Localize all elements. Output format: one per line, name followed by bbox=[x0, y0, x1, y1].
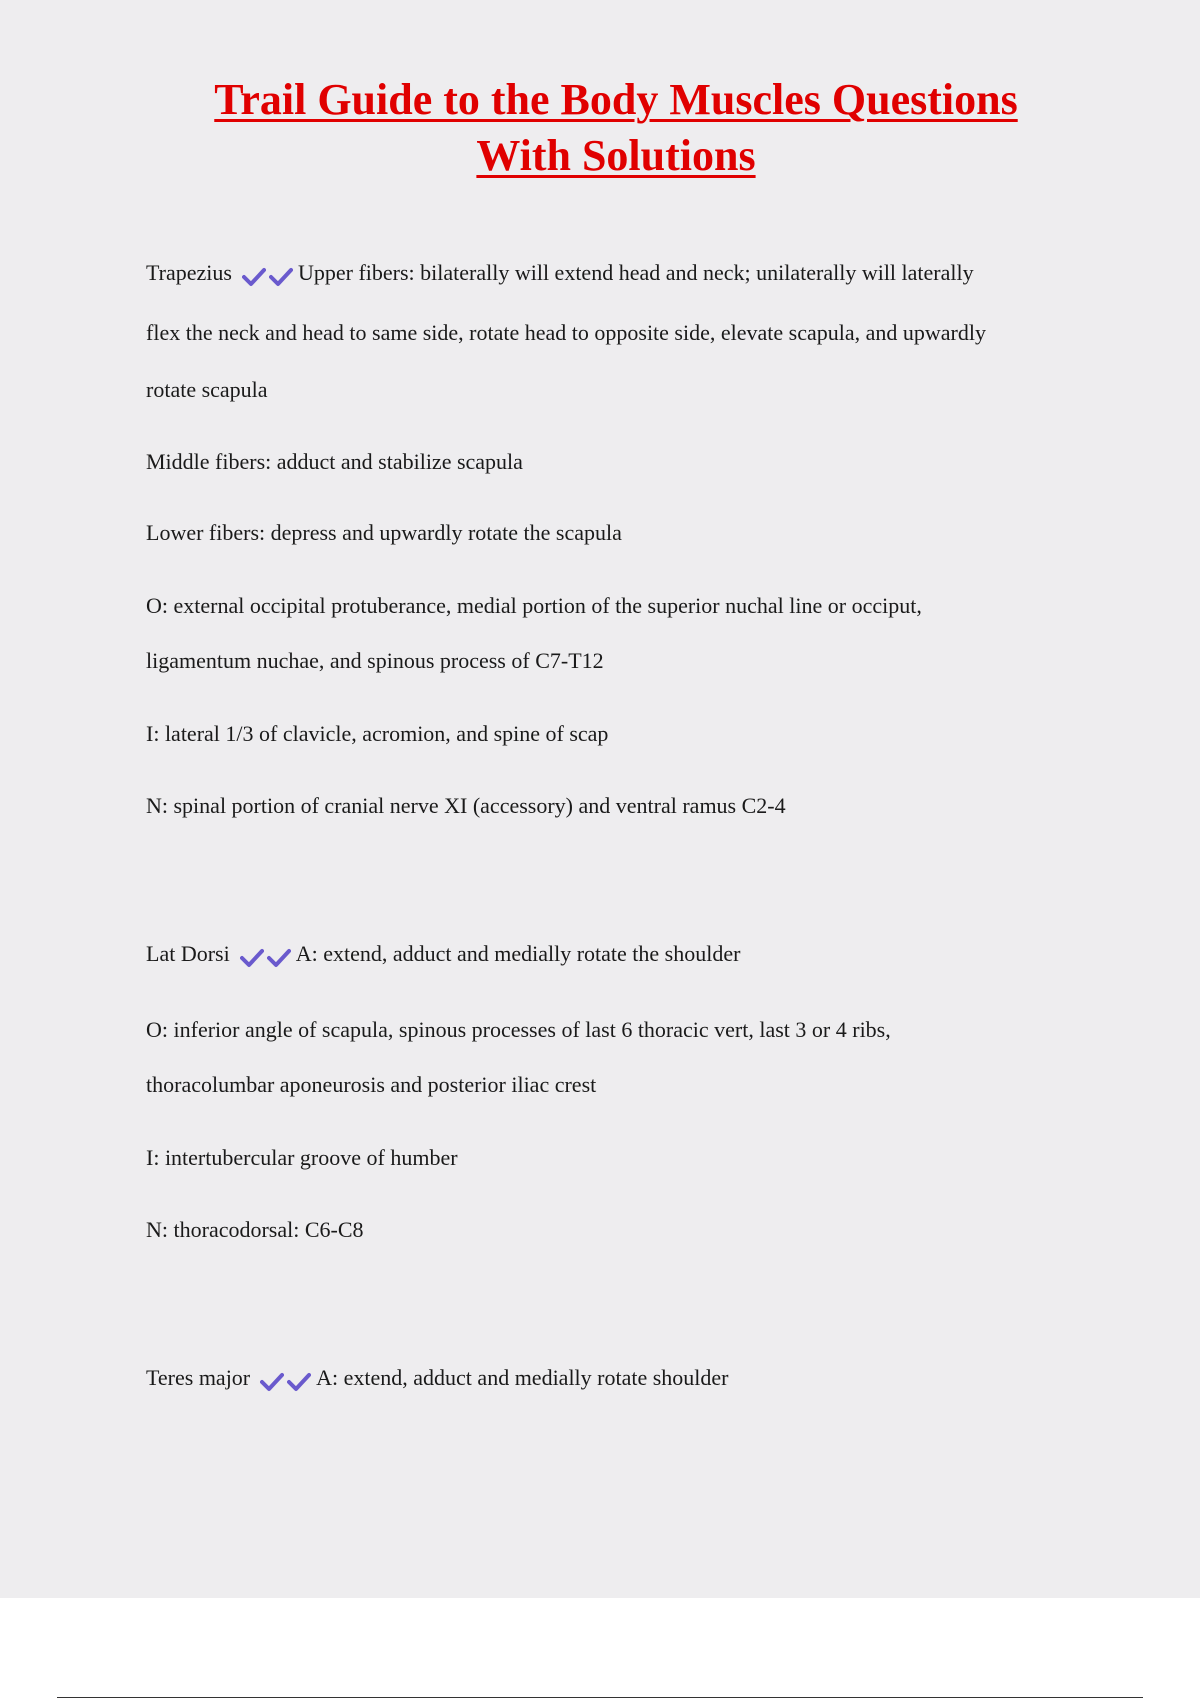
checkmark-icon bbox=[269, 267, 293, 287]
definition-text: Middle fibers: adduct and stabilize scapula bbox=[146, 449, 523, 474]
term-label: Teres major bbox=[146, 1365, 251, 1390]
title-line-2: With Solutions bbox=[476, 131, 756, 180]
entry-trapezius-first-line bbox=[146, 259, 974, 289]
checkmark-icon bbox=[242, 267, 266, 287]
definition-text: I: intertubercular groove of humber bbox=[146, 1145, 458, 1170]
answer-checkmarks bbox=[260, 1366, 314, 1394]
checkmark-icon bbox=[260, 1372, 284, 1392]
checkmark-icon bbox=[267, 948, 291, 968]
entry-teres-major-first-line bbox=[146, 1364, 729, 1394]
answer-checkmarks bbox=[242, 261, 296, 289]
definition-text: thoracolumbar aponeurosis and posterior iliac crest bbox=[146, 1072, 597, 1097]
definition-text: A: extend, adduct and medially rotate shoulder bbox=[316, 1365, 729, 1390]
definition-text: Upper fibers: bilaterally will extend head and neck; unilaterally will laterally bbox=[297, 260, 974, 285]
title-line-1: Trail Guide to the Body Muscles Questions bbox=[214, 75, 1018, 124]
document-title bbox=[100, 72, 1132, 184]
entry-lat-dorsi-first-line bbox=[146, 940, 740, 970]
definition-text: ligamentum nuchae, and spinous process of C7-T12 bbox=[146, 648, 604, 673]
checkmark-icon bbox=[287, 1372, 311, 1392]
definition-text: rotate scapula bbox=[146, 377, 268, 402]
definition-text: N: spinal portion of cranial nerve XI (accessory) and ventral ramus C2-4 bbox=[146, 793, 786, 818]
footer-divider bbox=[57, 1697, 1143, 1698]
definition-text: flex the neck and head to same side, rotate head to opposite side, elevate scapula, and upwardly bbox=[146, 320, 986, 345]
term-label: Lat Dorsi bbox=[146, 941, 230, 966]
term-label: Trapezius bbox=[146, 260, 232, 285]
definition-text: N: thoracodorsal: C6-C8 bbox=[146, 1217, 364, 1242]
definition-text: O: external occipital protuberance, medial portion of the superior nuchal line or occiput, bbox=[146, 593, 922, 618]
definition-text: Lower fibers: depress and upwardly rotate the scapula bbox=[146, 520, 622, 545]
checkmark-icon bbox=[240, 948, 264, 968]
definition-text: A: extend, adduct and medially rotate the shoulder bbox=[295, 941, 741, 966]
definition-text: O: inferior angle of scapula, spinous processes of last 6 thoracic vert, last 3 or 4 ribs, bbox=[146, 1017, 891, 1042]
definition-text: I: lateral 1/3 of clavicle, acromion, and spine of scap bbox=[146, 721, 609, 746]
answer-checkmarks bbox=[240, 942, 294, 970]
